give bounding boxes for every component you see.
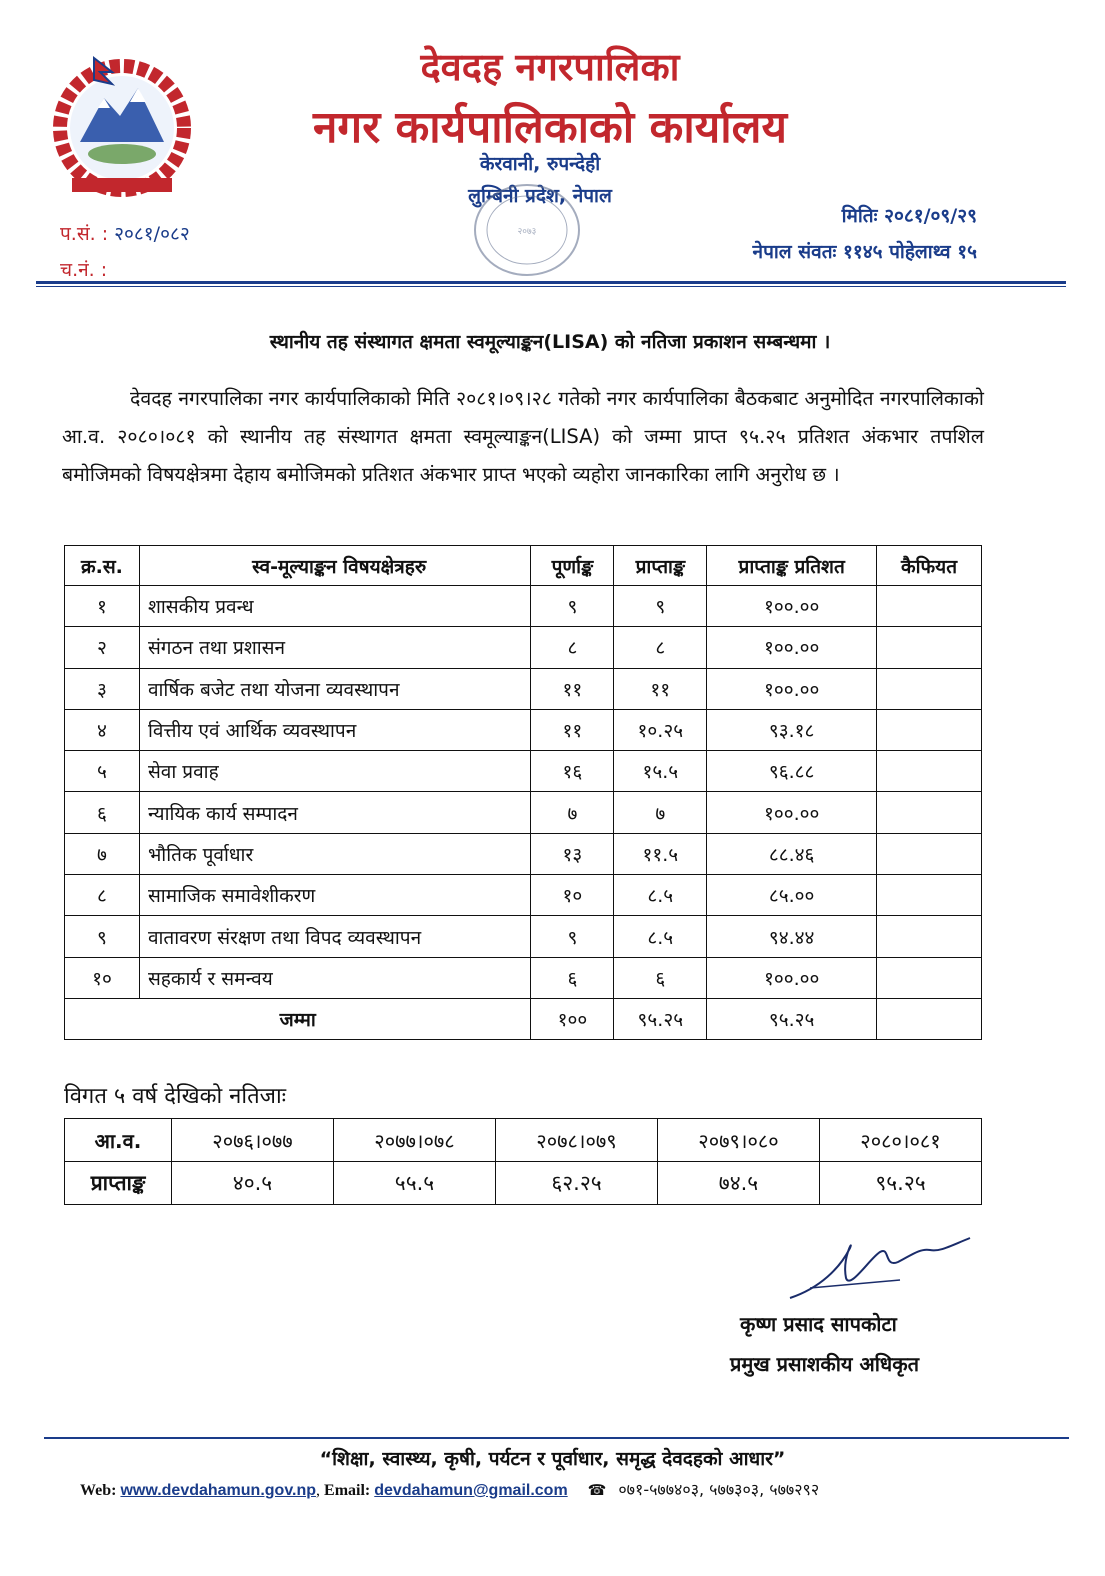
row-area: शासकीय प्रवन्ध bbox=[139, 586, 530, 627]
row-obtained: ८.५ bbox=[614, 875, 707, 916]
row-remarks bbox=[877, 916, 982, 957]
row-obtained: ८.५ bbox=[614, 916, 707, 957]
email-link[interactable]: devdahamun@gmail.com bbox=[374, 1482, 568, 1499]
col-header-obtained: प्राप्ताङ्क bbox=[614, 546, 707, 586]
row-sn: ९ bbox=[65, 916, 140, 957]
total-full-marks: १०० bbox=[531, 998, 614, 1039]
row-area: वित्तीय एवं आर्थिक व्यवस्थापन bbox=[139, 709, 530, 750]
footer-divider bbox=[44, 1437, 1069, 1439]
total-label: जम्मा bbox=[65, 998, 531, 1039]
row-area: संगठन तथा प्रशासन bbox=[139, 627, 530, 668]
row-full-marks: ९ bbox=[531, 916, 614, 957]
telephone-icon: ☎ bbox=[587, 1483, 607, 1499]
row-full-marks: ९ bbox=[531, 586, 614, 627]
row-area: वातावरण संरक्षण तथा विपद व्यवस्थापन bbox=[139, 916, 530, 957]
history-year: २०७७।०७८ bbox=[334, 1119, 496, 1162]
row-obtained: ११ bbox=[614, 668, 707, 709]
row-sn: १ bbox=[65, 586, 140, 627]
dispatch-number bbox=[60, 256, 113, 282]
website-link[interactable]: www.devdahamun.gov.np bbox=[120, 1482, 317, 1499]
history-year-label: आ.व. bbox=[65, 1119, 172, 1162]
ps-label: प.सं. : bbox=[60, 223, 109, 245]
history-year: २०७८।०७९ bbox=[496, 1119, 658, 1162]
row-percent: ९६.८८ bbox=[707, 751, 877, 792]
table-row bbox=[65, 792, 982, 833]
row-sn: ४ bbox=[65, 709, 140, 750]
row-sn: ८ bbox=[65, 875, 140, 916]
table-row bbox=[65, 586, 982, 627]
history-score: ६२.२५ bbox=[496, 1162, 658, 1205]
total-percent: ९५.२५ bbox=[707, 998, 877, 1039]
row-full-marks: ११ bbox=[531, 668, 614, 709]
history-year: २०७६।०७७ bbox=[172, 1119, 334, 1162]
row-sn: ३ bbox=[65, 668, 140, 709]
row-remarks bbox=[877, 875, 982, 916]
row-sn: २ bbox=[65, 627, 140, 668]
letter-subject: स्थानीय तह संस्थागत क्षमता स्वमूल्याङ्कन(LISA) को नतिजा प्रकाशन सम्बन्धमा । bbox=[269, 331, 831, 353]
table-header-row bbox=[65, 546, 982, 586]
row-obtained: ९ bbox=[614, 586, 707, 627]
row-remarks bbox=[877, 586, 982, 627]
row-full-marks: १६ bbox=[531, 751, 614, 792]
letter-date: मितिः २०८१/०९/२९ bbox=[841, 205, 977, 227]
row-area: सेवा प्रवाह bbox=[139, 751, 530, 792]
address-line-2: लुम्बिनी प्रदेश, नेपाल bbox=[468, 185, 612, 207]
address-line-1: केरवानी, रुपन्देही bbox=[479, 153, 601, 175]
header-divider-thin bbox=[36, 286, 1066, 287]
row-sn: १० bbox=[65, 957, 140, 998]
footer-contact: Web: www.devdahamun.gov.np, Email: devdahamun@gmail.com ☎ ०७१-५७७४०३, ५७७३०३, ५७७२९२ bbox=[80, 1480, 820, 1499]
nepal-government-emblem bbox=[42, 50, 202, 200]
row-percent: १००.०० bbox=[707, 586, 877, 627]
row-sn: ५ bbox=[65, 751, 140, 792]
row-remarks bbox=[877, 751, 982, 792]
total-remarks bbox=[877, 998, 982, 1039]
table-row bbox=[65, 875, 982, 916]
row-percent: ८८.४६ bbox=[707, 833, 877, 874]
total-obtained: ९५.२५ bbox=[614, 998, 707, 1039]
header-divider bbox=[36, 281, 1066, 284]
row-percent: ९३.१८ bbox=[707, 709, 877, 750]
history-title: विगत ५ वर्ष देखिको नतिजाः bbox=[64, 1084, 287, 1109]
history-year: २०७९।०८० bbox=[658, 1119, 820, 1162]
history-score: ५५.५ bbox=[334, 1162, 496, 1205]
table-row bbox=[65, 751, 982, 792]
email-label: Email: bbox=[324, 1482, 371, 1499]
row-remarks bbox=[877, 792, 982, 833]
office-name: नगर कार्यपालिकाको कार्यालय bbox=[313, 102, 787, 153]
row-area: सहकार्य र समन्वय bbox=[139, 957, 530, 998]
row-full-marks: १३ bbox=[531, 833, 614, 874]
row-area: वार्षिक बजेट तथा योजना व्यवस्थापन bbox=[139, 668, 530, 709]
signatory-name: कृष्ण प्रसाद सापकोटा bbox=[740, 1312, 897, 1336]
office-seal-stamp bbox=[470, 180, 585, 280]
row-full-marks: ६ bbox=[531, 957, 614, 998]
row-obtained: ११.५ bbox=[614, 833, 707, 874]
table-total-row bbox=[65, 998, 982, 1039]
letter-body: देवदह नगरपालिका नगर कार्यपालिकाको मिति २०८१।०९।२८ गतेको नगर कार्यपालिका बैठकबाट अनुमोदित नगरपालिकाको आ.व. २०८०।०८१ को स्थानीय तह संस्थागत क्षमता स्वमूल्याङ्कन(LISA) को जम्मा प्राप्त ९५.२५ प्रतिशत अंकभार तपशिल बमोजिमको विषयक्षेत्रमा देहाय बमोजिमको प्रतिशत अंकभार प्राप्त भएको व्यहोरा जानकारिका लागि अनुरोध छ । bbox=[62, 387, 984, 486]
row-percent: १००.०० bbox=[707, 627, 877, 668]
history-year: २०८०।०८१ bbox=[820, 1119, 982, 1162]
table-row bbox=[65, 916, 982, 957]
row-percent: ८५.०० bbox=[707, 875, 877, 916]
row-percent: १००.०० bbox=[707, 668, 877, 709]
ps-value: २०८१/०८२ bbox=[114, 223, 190, 245]
reference-number bbox=[60, 220, 190, 246]
row-percent: ९४.४४ bbox=[707, 916, 877, 957]
row-remarks bbox=[877, 627, 982, 668]
col-header-sn: क्र.स. bbox=[65, 546, 140, 586]
nepal-sambat-date: नेपाल संवतः ११४५ पोहेलाथ्व १५ bbox=[752, 241, 977, 263]
row-area: सामाजिक समावेशीकरण bbox=[139, 875, 530, 916]
table-row bbox=[65, 709, 982, 750]
lisa-results-table bbox=[64, 545, 982, 1040]
row-obtained: १५.५ bbox=[614, 751, 707, 792]
row-percent: १००.०० bbox=[707, 957, 877, 998]
history-score: ९५.२५ bbox=[820, 1162, 982, 1205]
table-row bbox=[65, 627, 982, 668]
cn-label: च.नं. : bbox=[60, 259, 108, 281]
col-header-full-marks: पूर्णाङ्क bbox=[531, 546, 614, 586]
row-sn: ७ bbox=[65, 833, 140, 874]
row-full-marks: ११ bbox=[531, 709, 614, 750]
history-score-label: प्राप्ताङ्क bbox=[65, 1162, 172, 1205]
footer-slogan: “शिक्षा, स्वास्थ्य, कृषी, पर्यटन र पूर्वाधार, समृद्ध देवदहको आधार” bbox=[319, 1448, 786, 1470]
web-label: Web: bbox=[80, 1482, 117, 1499]
signatory-post: प्रमुख प्रसाशकीय अधिकृत bbox=[730, 1352, 919, 1376]
row-remarks bbox=[877, 668, 982, 709]
row-obtained: ८ bbox=[614, 627, 707, 668]
col-header-remarks: कैफियत bbox=[877, 546, 982, 586]
history-years-row bbox=[65, 1119, 982, 1162]
history-table bbox=[64, 1118, 982, 1205]
row-sn: ६ bbox=[65, 792, 140, 833]
row-full-marks: ८ bbox=[531, 627, 614, 668]
row-obtained: ७ bbox=[614, 792, 707, 833]
table-row bbox=[65, 833, 982, 874]
row-remarks bbox=[877, 957, 982, 998]
table-row bbox=[65, 668, 982, 709]
row-obtained: ६ bbox=[614, 957, 707, 998]
row-full-marks: ७ bbox=[531, 792, 614, 833]
municipality-name: देवदह नगरपालिका bbox=[420, 45, 680, 89]
svg-text:२०७३: २०७३ bbox=[517, 227, 537, 237]
history-scores-row bbox=[65, 1162, 982, 1205]
row-area: न्यायिक कार्य सम्पादन bbox=[139, 792, 530, 833]
row-percent: १००.०० bbox=[707, 792, 877, 833]
row-full-marks: १० bbox=[531, 875, 614, 916]
history-score: ७४.५ bbox=[658, 1162, 820, 1205]
row-remarks bbox=[877, 833, 982, 874]
col-header-percent: प्राप्ताङ्क प्रतिशत bbox=[707, 546, 877, 586]
history-score: ४०.५ bbox=[172, 1162, 334, 1205]
table-row bbox=[65, 957, 982, 998]
handwritten-signature bbox=[780, 1228, 980, 1308]
phone-numbers: ०७१-५७७४०३, ५७७३०३, ५७७२९२ bbox=[618, 1480, 820, 1499]
row-remarks bbox=[877, 709, 982, 750]
row-area: भौतिक पूर्वाधार bbox=[139, 833, 530, 874]
row-obtained: १०.२५ bbox=[614, 709, 707, 750]
col-header-area: स्व-मूल्याङ्कन विषयक्षेत्रहरु bbox=[139, 546, 530, 586]
